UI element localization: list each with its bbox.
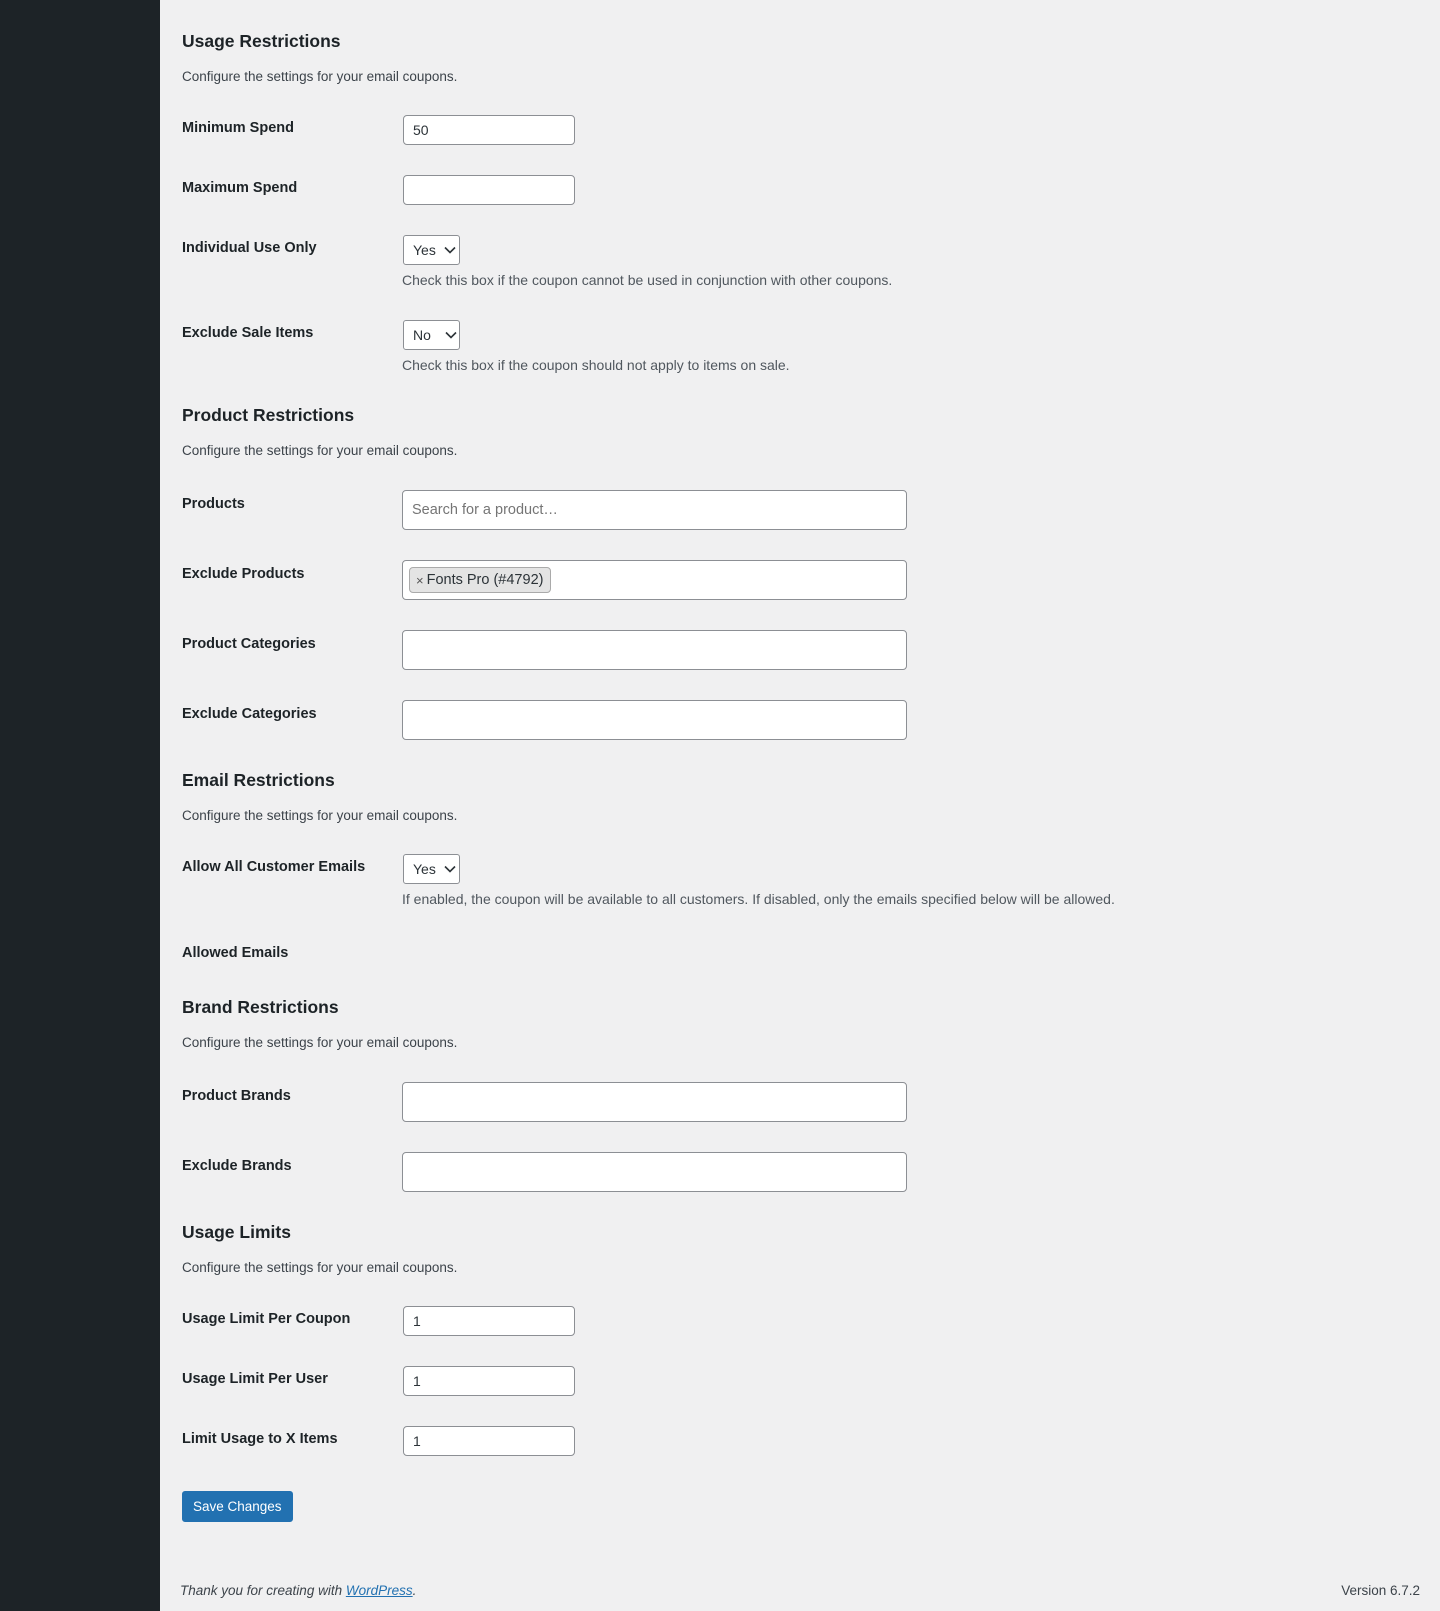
section-title-product-restrictions: Product Restrictions: [182, 405, 355, 425]
individual-use-label: Individual Use Only: [182, 240, 317, 256]
allow-all-emails-help: If enabled, the coupon will be available to all customers. If disabled, only the emails specified below will be allowed.: [402, 891, 1115, 907]
section-title-usage-limits: Usage Limits: [182, 1222, 291, 1242]
admin-sidebar: [0, 0, 160, 1611]
product-categories-input[interactable]: [402, 630, 907, 670]
section-description: Configure the settings for your email coupons.: [182, 69, 458, 84]
exclude-sale-select[interactable]: [403, 320, 460, 350]
footer-version: Version 6.7.2: [1341, 1583, 1420, 1598]
section-description: Configure the settings for your email coupons.: [182, 443, 458, 458]
chevron-down-icon: [445, 331, 457, 339]
exclude-brands-label: Exclude Brands: [182, 1158, 292, 1174]
product-brands-input[interactable]: [402, 1082, 907, 1122]
allow-all-emails-label: Allow All Customer Emails: [182, 859, 366, 875]
product-brands-label: Product Brands: [182, 1088, 291, 1104]
exclude-brands-input[interactable]: [402, 1152, 907, 1192]
section-title-usage-restrictions: Usage Restrictions: [182, 31, 341, 51]
section-title-brand-restrictions: Brand Restrictions: [182, 997, 339, 1017]
exclude-sale-label: Exclude Sale Items: [182, 325, 314, 341]
select-value: No: [413, 327, 431, 343]
products-label: Products: [182, 496, 245, 512]
wordpress-link[interactable]: WordPress: [345, 1583, 413, 1598]
footer-thanks-suffix: .: [412, 1583, 417, 1598]
products-search-input[interactable]: [402, 490, 907, 530]
select-value: Yes: [413, 242, 436, 258]
exclude-categories-input[interactable]: [402, 700, 907, 740]
usage-limit-per-coupon-label: Usage Limit Per Coupon: [182, 1311, 351, 1327]
chevron-down-icon: [444, 865, 456, 873]
usage-limit-per-user-label: Usage Limit Per User: [182, 1371, 328, 1387]
individual-use-help: Check this box if the coupon cannot be used in conjunction with other coupons.: [402, 272, 893, 288]
section-description: Configure the settings for your email coupons.: [182, 1035, 458, 1050]
remove-token-icon[interactable]: ×: [416, 572, 424, 588]
individual-use-select[interactable]: [403, 235, 460, 265]
exclude-sale-help: Check this box if the coupon should not apply to items on sale.: [402, 357, 790, 373]
minimum-spend-input[interactable]: [403, 115, 575, 145]
chevron-down-icon: [444, 246, 456, 254]
product-token: [409, 567, 551, 593]
select-value: Yes: [413, 861, 436, 877]
footer-thanks: [180, 1583, 416, 1598]
token-label: Fonts Pro (#4792): [426, 572, 544, 588]
allowed-emails-label: Allowed Emails: [182, 945, 289, 961]
exclude-products-field[interactable]: [402, 560, 907, 600]
limit-usage-x-items-input[interactable]: [403, 1426, 575, 1456]
exclude-categories-label: Exclude Categories: [182, 706, 317, 722]
product-categories-label: Product Categories: [182, 636, 316, 652]
footer-thanks-prefix: Thank you for creating with: [180, 1583, 346, 1598]
exclude-products-label: Exclude Products: [182, 566, 305, 582]
section-description: Configure the settings for your email coupons.: [182, 1260, 458, 1275]
limit-usage-x-items-label: Limit Usage to X Items: [182, 1431, 338, 1447]
section-title-email-restrictions: Email Restrictions: [182, 770, 335, 790]
save-changes-button[interactable]: Save Changes: [182, 1491, 293, 1522]
maximum-spend-label: Maximum Spend: [182, 180, 298, 196]
usage-limit-per-coupon-input[interactable]: [403, 1306, 575, 1336]
allow-all-emails-select[interactable]: [403, 854, 460, 884]
minimum-spend-label: Minimum Spend: [182, 120, 294, 136]
usage-limit-per-user-input[interactable]: [403, 1366, 575, 1396]
section-description: Configure the settings for your email coupons.: [182, 808, 458, 823]
maximum-spend-input[interactable]: [403, 175, 575, 205]
